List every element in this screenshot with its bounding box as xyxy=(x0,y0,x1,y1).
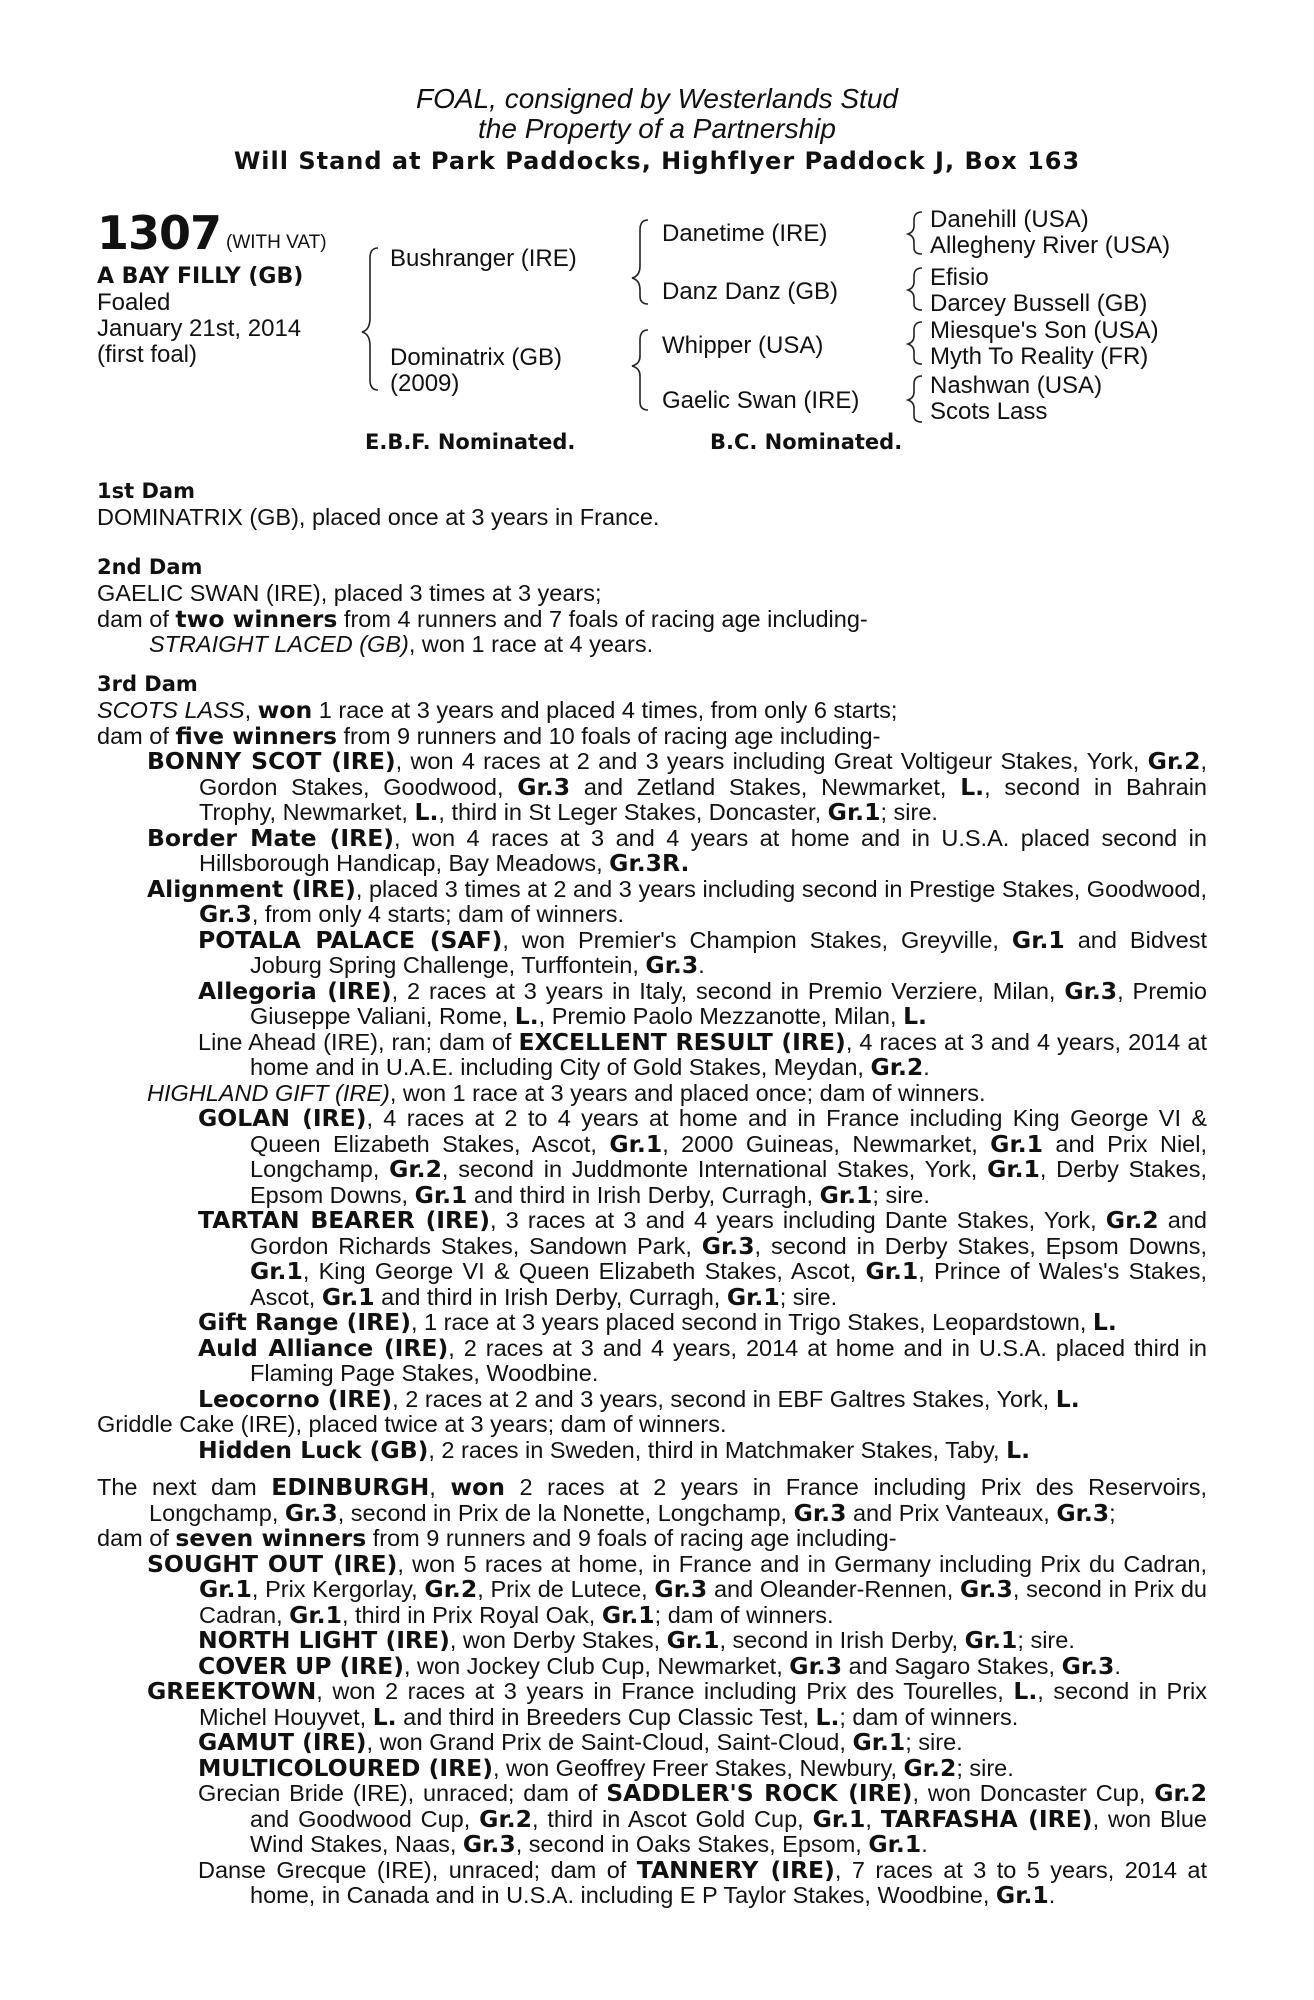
bc-nominated: B.C. Nominated. xyxy=(710,430,903,454)
third-dam-text: SCOTS LASS, won 1 race at 3 years and placed 4 times, from only 6 starts; dam of five winners from 9 runners and 10 foals of racing age including- BONNY SCOT (IRE), won 4 races at 2 and 3 years including Great Voltigeur Stakes, York, Gr.2, Gordon Stakes, Goodwood, Gr.3 and Zetland Stakes, Newmarket, L., second in Bahrain Trophy, Newmarket, L., third in St Leger Stakes, Doncaster, Gr.1; sire. Border Mate (IRE), won 4 races at 3 and 4 years at home and in U.S.A. placed second in Hillsborough Handicap, Bay Meadows, Gr.3R. Alignment (IRE), placed 3 times at 2 and 3 years including second in Prestige Stakes, Goodwood, Gr.3, from only 4 starts; dam of winners. POTALA PALACE (SAF), won Premier's Champion Stakes, Greyville, Gr.1 and Bidvest Joburg Spring Challenge, Turffontein, Gr.3. Allegoria (IRE), 2 races at 3 years in Italy, second in Premio Verziere, Milan, Gr.3, Premio Giuseppe Valiani, Rome, L., Premio Paolo Mezzanotte, Milan, L. Line Ahead (IRE), ran; dam of EXCELLENT RESULT (IRE), 4 races at 3 and 4 years, 2014 at home and in U.A.E. including City of Gold Stakes, Meydan, Gr.2. HIGHLAND GIFT (IRE), won 1 race at 3 years and placed once; dam of winners. GOLAN (IRE), 4 races at 2 to 4 years at home and in France including King George VI & Queen Elizabeth Stakes, Ascot, Gr.1, 2000 Guineas, Newmarket, Gr.1 and Prix Niel, Longchamp, Gr.2, second in Juddmonte International Stakes, York, Gr.1, Derby Stakes, Epsom Downs, Gr.1 and third in Irish Derby, Curragh, Gr.1; sire. TARTAN BEARER (IRE), 3 races at 3 and 4 years including Dante Stakes, York, Gr.2 and Gordon Richards Stakes, Sandown Park, Gr.3, second in Derby Stakes, Epsom Downs, Gr.1, King George VI & Queen Elizabeth Stakes, Ascot, Gr.1, Prince of Wales's Stakes, Ascot, Gr.1 and third in Irish Derby, Curragh, Gr.1; sire. Gift Range (IRE), 1 race at 3 years placed second in Trigo Stakes, Leopardstown, L. Auld Alliance (IRE), 2 races at 3 and 4 years, 2014 at home and in U.S.A. placed third in Flaming Page Stakes, Woodbine. Leocorno (IRE), 2 races at 2 and 3 years, second in EBF Galtres Stakes, York, L. Griddle Cake (IRE), placed twice at 3 years; dam of winners. Hidden Luck (GB), 2 races in Sweden, third in Matchmaker Stakes, Taby, L. The next dam EDINBURGH, won 2 races at 2 years in France including Prix des Reservoirs, Longchamp, Gr.3, second in Prix de la Nonette, Longchamp, Gr.3 and Prix Vanteaux, Gr.3; dam of seven winners from 9 runners and 9 foals of racing age including- SOUGHT OUT (IRE), won 5 races at home, in France and in Germany including Prix du Cadran, Gr.1, Prix Kergorlay, Gr.2, Prix de Lutece, Gr.3 and Oleander-Rennen, Gr.3, second in Prix du Cadran, Gr.1, third in Prix Royal Oak, Gr.1; dam of winners. NORTH LIGHT (IRE), won Derby Stakes, Gr.1, second in Irish Derby, Gr.1; sire. COVER UP (IRE), won Jockey Club Cup, Newmarket, Gr.3 and Sagaro Stakes, Gr.3. GREEKTOWN, won 2 races at 3 years in France including Prix des Tourelles, L., second in Prix Michel Houyvet, L. and third in Breeders Cup Classic Test, L.; dam of winners. GAMUT (IRE), won Grand Prix de Saint-Cloud, Saint-Cloud, Gr.1; sire. MULTICOLOURED (IRE), won Geoffrey Freer Stakes, Newbury, Gr.2; sire. Grecian Bride (IRE), unraced; dam of SADDLER'S ROCK (IRE), won Doncaster Cup, Gr.2 and Goodwood Cup, Gr.2, third in Ascot Gold Cup, Gr.1, TARFASHA (IRE), won Blue Wind Stakes, Naas, Gr.3, second in Oaks Stakes, Epsom, Gr.1. Danse Grecque (IRE), unraced; dam of TANNERY (IRE), 7 races at 3 to 5 years, 2014 at home, in Canada and in U.S.A. including E P Taylor Stakes, Woodbine, Gr.1. xyxy=(97,696,1208,1909)
dam-sire: Whipper (USA) xyxy=(662,332,824,359)
second-dam-text xyxy=(97,581,1207,658)
lot-number: 1307 xyxy=(97,206,222,260)
sire-name: Bushranger (IRE) xyxy=(390,245,577,272)
ebf-nominated: E.B.F. Nominated. xyxy=(365,430,576,454)
second-dam-line2: dam of two winners from 4 runners and 7 foals of racing age including- xyxy=(97,604,868,633)
sire-dam: Danz Danz (GB) xyxy=(662,278,839,305)
sire-sire: Danetime (IRE) xyxy=(662,220,828,247)
first-dam-text: DOMINATRIX (GB), placed once at 3 years in France. xyxy=(97,504,660,530)
pedigree-braces xyxy=(0,0,1314,440)
ancestor-7: Nashwan (USA) xyxy=(930,372,1103,399)
second-dam-line1: GAELIC SWAN (IRE), placed 3 times at 3 years; xyxy=(97,580,602,606)
dam-name: Dominatrix (GB) xyxy=(390,344,563,371)
consignor-line: FOAL, consigned by Westerlands Stud xyxy=(416,83,898,114)
third-dam-heading: 3rd Dam xyxy=(97,672,198,696)
second-dam-heading: 2nd Dam xyxy=(97,555,203,579)
stand-location: Will Stand at Park Paddocks, Highflyer Paddock J, Box 163 xyxy=(233,147,1081,175)
foaled-label: Foaled xyxy=(97,289,171,316)
dam-year: (2009) xyxy=(390,370,460,397)
second-dam-line3: STRAIGHT LACED (GB), won 1 race at 4 years. xyxy=(149,631,654,657)
ancestor-8: Scots Lass xyxy=(930,398,1048,425)
property-line: the Property of a Partnership xyxy=(478,113,836,144)
ancestor-6: Myth To Reality (FR) xyxy=(930,343,1149,370)
first-foal-note: (first foal) xyxy=(97,341,198,368)
dam-dam: Gaelic Swan (IRE) xyxy=(662,387,860,414)
ancestor-2: Allegheny River (USA) xyxy=(930,232,1171,259)
vat-note: (WITH VAT) xyxy=(226,232,327,253)
lot-title: A BAY FILLY (GB) xyxy=(97,264,304,289)
ancestor-1: Danehill (USA) xyxy=(930,206,1089,233)
ancestor-3: Efisio xyxy=(930,264,989,291)
first-dam-heading: 1st Dam xyxy=(97,479,195,503)
ancestor-4: Darcey Bussell (GB) xyxy=(930,290,1148,317)
ancestor-5: Miesque's Son (USA) xyxy=(930,317,1159,344)
foaled-date: January 21st, 2014 xyxy=(97,315,302,342)
